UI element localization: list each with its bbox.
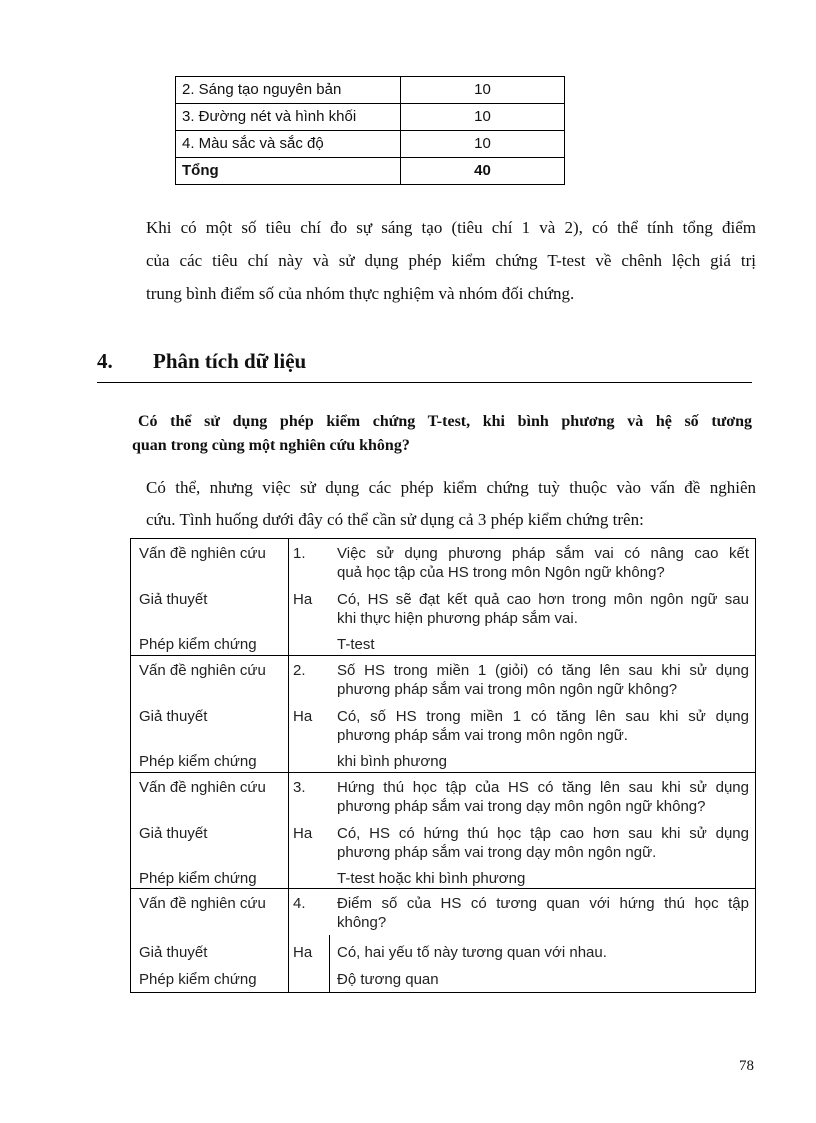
test-method: khi bình phương: [337, 753, 447, 770]
case-number: 3.: [293, 779, 306, 796]
section-divider: [97, 382, 752, 383]
test-method: T-test hoặc khi bình phương: [337, 870, 526, 887]
problem-text: Hứng thú học tập của HS có tăng lên sau khi sử dụng: [337, 779, 749, 796]
problem-text: không?: [337, 914, 387, 931]
ha-label: Ha: [293, 825, 313, 842]
table-row: [176, 77, 565, 104]
problem-text: Việc sử dụng phương pháp sắm vai có nâng cao kết: [337, 545, 749, 562]
paragraph-creativity-ttest: [146, 211, 756, 310]
criterion-label: 3. Đường nét và hình khối: [176, 104, 401, 131]
criterion-label: 4. Màu sắc và sắc độ: [176, 131, 401, 158]
paragraph-line: trung bình điểm số của nhóm thực nghiệm và nhóm đối chứng.: [146, 284, 575, 303]
hypothesis-text: khi thực hiện phương pháp sắm vai.: [337, 610, 578, 627]
research-cases-table: [130, 538, 756, 993]
ha-label: Ha: [293, 591, 313, 608]
hypothesis-text: Có, HS sẽ đạt kết quả cao hơn trong môn ngôn ngữ sau: [337, 591, 749, 608]
paragraph-line: Khi có một số tiêu chí đo sự sáng tạo (tiêu chí 1 và 2), có thể tính tổng điểm: [146, 218, 756, 237]
criterion-score: 10: [401, 131, 565, 158]
question-heading: [132, 410, 752, 458]
test-label: Phép kiểm chứng: [139, 753, 257, 770]
problem-text: Số HS trong miền 1 (giỏi) có tăng lên sau khi sử dụng: [337, 662, 749, 679]
score-table: [175, 76, 565, 185]
paragraph-line: cứu. Tình huống dưới đây có thể cần sử dụng cả 3 phép kiểm chứng trên:: [146, 510, 644, 529]
test-method: T-test: [337, 636, 375, 653]
hypothesis-text: phương pháp sắm vai trong môn ngôn ngữ.: [337, 727, 628, 744]
hypothesis-label: Giả thuyết: [139, 708, 208, 725]
question-line: quan trong cùng một nghiên cứu không?: [132, 437, 410, 454]
problem-label: Vấn đề nghiên cứu: [139, 545, 266, 562]
paragraph-line: Có thể, nhưng việc sử dụng các phép kiểm chứng tuỳ thuộc vào vấn đề nghiên: [146, 478, 756, 497]
hypothesis-label: Giả thuyết: [139, 591, 208, 608]
hypothesis-text: Có, HS có hứng thú học tập cao hơn sau khi sử dụng: [337, 825, 749, 842]
total-label: Tổng: [176, 158, 401, 185]
case-block-1: [131, 539, 755, 655]
case-block-4: [131, 888, 755, 993]
criterion-score: 10: [401, 77, 565, 104]
table-row: [176, 131, 565, 158]
problem-label: Vấn đề nghiên cứu: [139, 895, 266, 912]
total-row: [176, 158, 565, 185]
criterion-score: 10: [401, 104, 565, 131]
problem-text: phương pháp sắm vai trong môn ngôn ngữ không?: [337, 681, 678, 698]
problem-text: Điểm số của HS có tương quan với hứng thú học tập: [337, 895, 749, 912]
section-number: 4.: [97, 349, 113, 373]
question-line: Có thể sử dụng phép kiểm chứng T-test, khi bình phương và hệ số tương: [138, 413, 752, 430]
ha-label: Ha: [293, 708, 313, 725]
ha-label: Ha: [293, 944, 313, 961]
case-block-2: [131, 655, 755, 773]
hypothesis-text: phương pháp sắm vai trong dạy môn ngôn ngữ.: [337, 844, 657, 861]
problem-label: Vấn đề nghiên cứu: [139, 779, 266, 796]
problem-text: phương pháp sắm vai trong dạy môn ngôn ngữ không?: [337, 798, 706, 815]
test-label: Phép kiểm chứng: [139, 636, 257, 653]
case-number: 1.: [293, 545, 306, 562]
table-row: [176, 104, 565, 131]
hypothesis-label: Giả thuyết: [139, 944, 208, 961]
page-number: 78: [739, 1058, 754, 1074]
test-label: Phép kiểm chứng: [139, 870, 257, 887]
paragraph-answer: [146, 472, 756, 536]
hypothesis-text: Có, số HS trong miền 1 có tăng lên sau khi sử dụng: [337, 708, 749, 725]
test-method: Độ tương quan: [337, 971, 439, 988]
problem-text: quả học tập của HS trong môn Ngôn ngữ không?: [337, 564, 665, 581]
section-title: Phân tích dữ liệu: [153, 349, 307, 373]
case-block-3: [131, 772, 755, 889]
test-label: Phép kiểm chứng: [139, 971, 257, 988]
problem-label: Vấn đề nghiên cứu: [139, 662, 266, 679]
hypothesis-label: Giả thuyết: [139, 825, 208, 842]
paragraph-line: của các tiêu chí này và sử dụng phép kiểm chứng T-test về chênh lệch giá trị: [146, 251, 756, 270]
case-number: 2.: [293, 662, 306, 679]
hypothesis-text: Có, hai yếu tố này tương quan với nhau.: [337, 944, 607, 961]
case-number: 4.: [293, 895, 306, 912]
total-score: 40: [401, 158, 565, 185]
criterion-label: 2. Sáng tạo nguyên bản: [176, 77, 401, 104]
